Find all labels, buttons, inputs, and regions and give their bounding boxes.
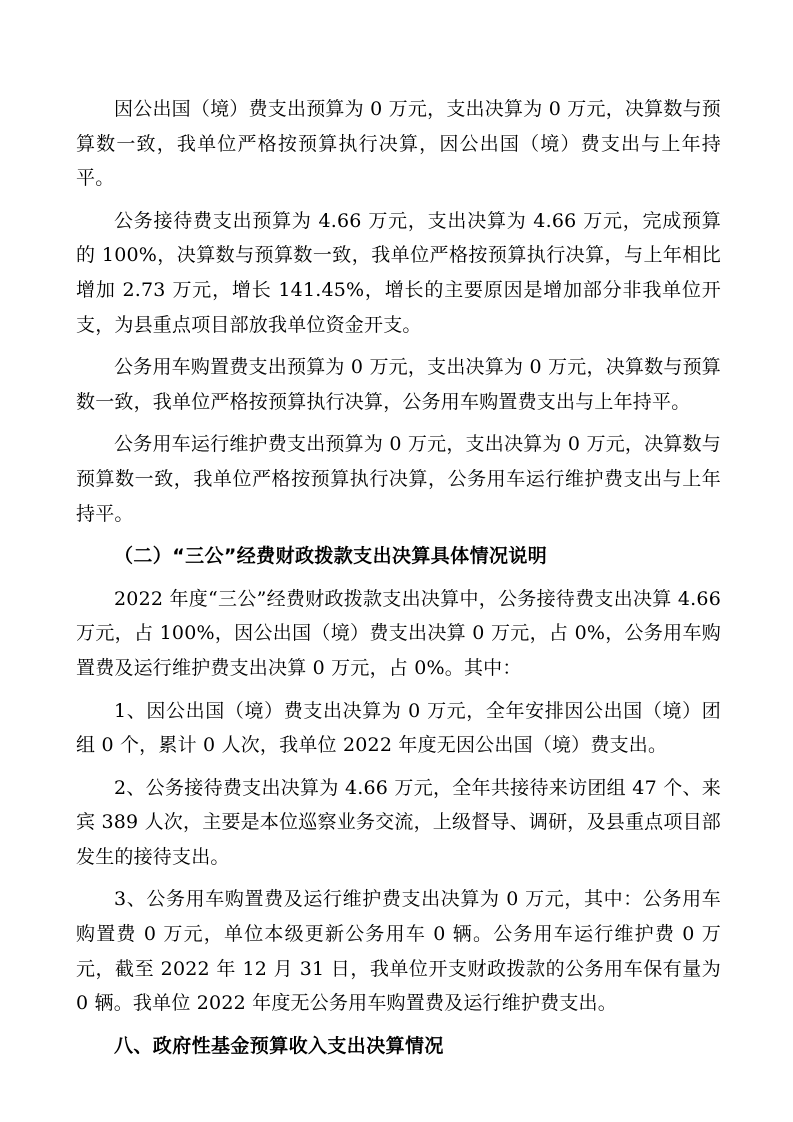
paragraph-item-2-reception: 2、公务接待费支出决算为 4.66 万元，全年共接待来访团组 47 个、来宾 389 人次，主要是本位巡察业务交流，上级督导、调研，及县重点项目部发生的接待支出。 — [76, 776, 721, 868]
paragraph-vehicle-maintenance: 公务用车运行维护费支出预算为 0 万元，支出决算为 0 万元，决算数与预算数一致，我单位严格按预算执行决算，公务用车运行维护费支出与上年持平。 — [76, 433, 721, 525]
paragraph-three-public-summary: 2022 年度“三公”经费财政拨款支出决算中，公务接待费支出决算 4.66 万元，占 100%，因公出国（境）费支出决算 0 万元，占 0%，公务用车购置费及运行维护费支出决算 0 万元，占 0%。其中： — [76, 587, 721, 679]
paragraph-official-reception: 公务接待费支出预算为 4.66 万元，支出决算为 4.66 万元，完成预算的 100%，决算数与预算数一致，我单位严格按预算执行决算，与上年相比增加 2.73 万元，增长 141.45%，增长的主要原因是增加部分非我单位开支，为县重点项目部放我单位资金开支。 — [76, 209, 721, 336]
paragraph-item-1-overseas: 1、因公出国（境）费支出决算为 0 万元，全年安排因公出国（境）团组 0 个，累计 0 人次，我单位 2022 年度无因公出国（境）费支出。 — [76, 699, 721, 757]
document-page — [76, 92, 721, 1071]
section-heading-government-fund: 八、政府性基金预算收入支出决算情况 — [114, 1034, 444, 1057]
paragraph-item-3-vehicles: 3、公务用车购置费及运行维护费支出决算为 0 万元，其中：公务用车购置费 0 万元，单位本级更新公务用车 0 辆。公务用车运行维护费 0 万元，截至 2022 年 12 月 31 日，我单位开支财政拨款的公务用车保有量为 0 辆。我单位 2022 年度无公务用车购置费及运行维护费支出。 — [76, 888, 721, 1015]
paragraph-vehicle-purchase: 公务用车购置费支出预算为 0 万元，支出决算为 0 万元，决算数与预算数一致，我单位严格按预算执行决算，公务用车购置费支出与上年持平。 — [76, 356, 721, 413]
paragraph-overseas-travel: 因公出国（境）费支出预算为 0 万元，支出决算为 0 万元，决算数与预算数一致，我单位严格按预算执行决算，因公出国（境）费支出与上年持平。 — [76, 98, 721, 190]
subsection-heading-three-public: （二）“三公”经费财政拨款支出决算具体情况说明 — [114, 545, 548, 568]
